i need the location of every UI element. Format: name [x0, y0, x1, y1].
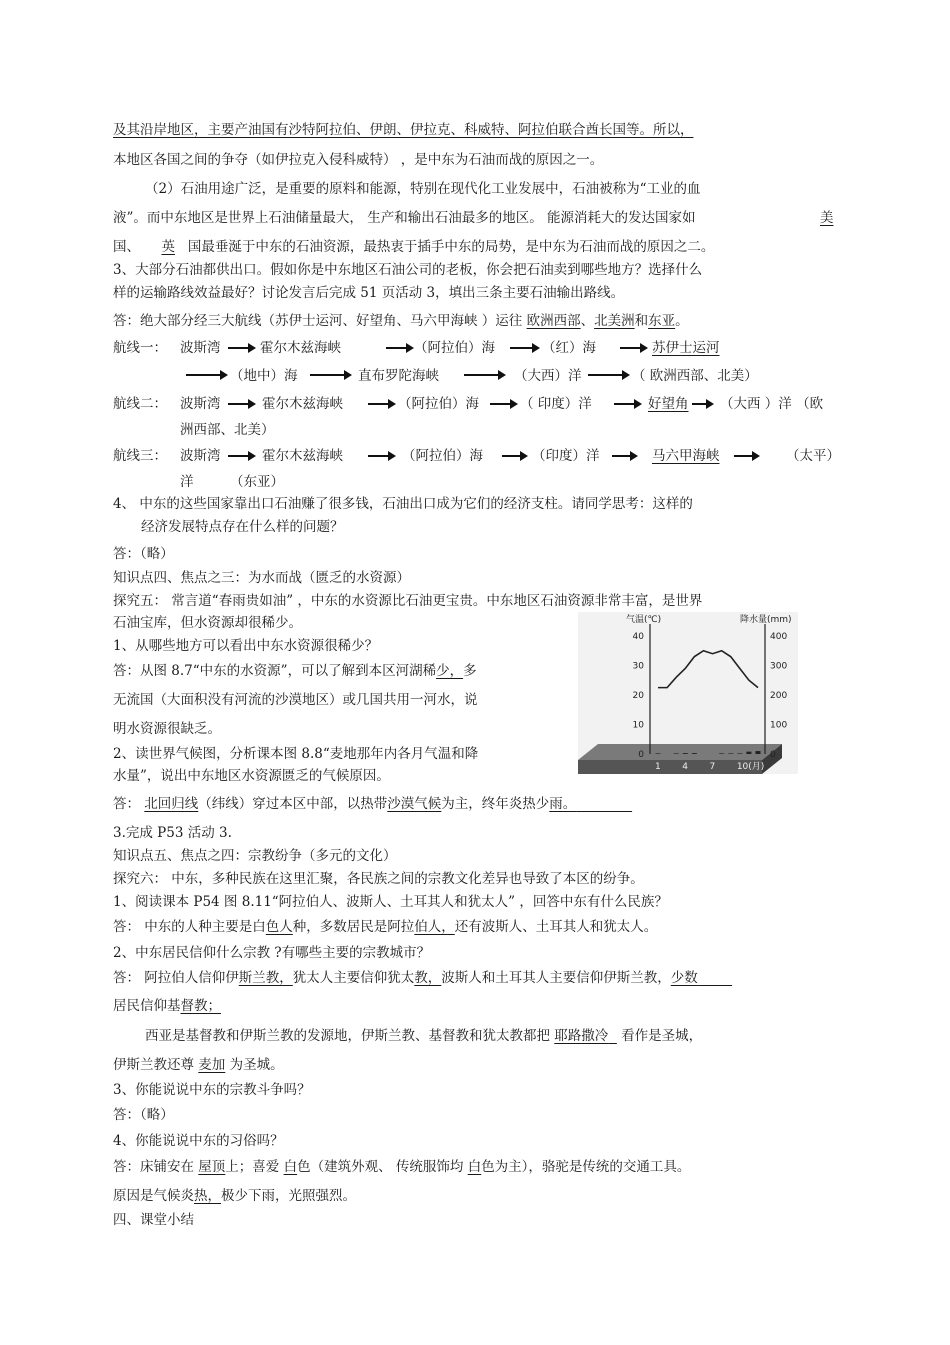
arrow-icon [368, 399, 396, 409]
line-23: 明水资源很缺乏。 [113, 721, 221, 737]
chart-base-front [578, 760, 765, 774]
arrow-icon [464, 370, 506, 380]
line-29: 探究六： 中东，多种民族在这里汇聚，各民族之间的宗教文化差异也导致了本区的纷争。 [113, 871, 644, 887]
precip-bar [746, 752, 751, 754]
arrow-icon [510, 343, 540, 353]
line-31: 答： 中东的人种主要是白色人种，多数居民是阿拉伯人，还有波斯人、土耳其人和犹太人。 [113, 919, 658, 935]
route1-stop-2: 霍尔木兹海峡 [260, 340, 341, 356]
right-axis-title: 降水量(mm) [740, 615, 792, 625]
line-28: 知识点五、焦点之四：宗教纷争（多元的文化） [113, 848, 397, 864]
line-21: 答：从图 8.7“中东的水资源”，可以了解到本区河湖稀少，多 [113, 663, 477, 679]
route1-stop-1: 波斯湾 [180, 340, 221, 356]
right-tick-labels [770, 632, 787, 760]
route1-stop-7: 直布罗陀海峡 [358, 368, 439, 384]
arrow-icon [186, 370, 228, 380]
route1-label: 航线一： [113, 340, 167, 356]
line-18: 探究五： 常言道“春雨贵如油” ，中东的水资源比石油更宝贵。中东地区石油资源非常丰富，是世界 [113, 593, 703, 609]
route2-stop-1: 波斯湾 [180, 396, 221, 412]
route3-stop-4: （印度）洋 [532, 448, 600, 464]
arrow-icon [588, 370, 630, 380]
line-03: （2）石油用途广泛，是重要的原料和能源，特别在现代化工业发展中，石油被称为“工业的血 [145, 181, 701, 197]
left-tick-labels [633, 632, 645, 760]
route3-stop-8: （东亚） [230, 474, 284, 490]
line-33: 答： 阿拉伯人信仰伊斯兰教，犹太人主要信仰犹太教，波斯人和土耳其人主要信仰伊斯兰教，少数 [113, 970, 698, 986]
route3-stop-2: 霍尔木兹海峡 [262, 448, 343, 464]
route2-stop-5: 好望角 [648, 396, 689, 412]
left-axis-title: 气温(℃) [626, 615, 662, 625]
arrow-icon [612, 451, 638, 461]
precip-bar [737, 753, 742, 754]
arrow-icon [310, 370, 352, 380]
arrow-icon [228, 451, 256, 461]
line-08: 答：绝大部分经三大航线（苏伊士运河、好望角、马六甲海峡 ）运往 欧洲西部、北美洲和东亚。 [113, 313, 689, 329]
climate-chart-svg [578, 612, 798, 774]
arrow-icon [620, 343, 648, 353]
line-40: 答：床铺安在 屋顶上；喜爱 白色（建筑外观、 传统服饰均 白色为主），骆驼是传统的交通工具。 [113, 1159, 691, 1175]
right-tick-label: 0 [770, 750, 776, 760]
right-tick-label: 400 [770, 632, 788, 642]
line-26: 答： 北回归线（纬线）穿过本区中部，以热带沙漠气候为主，终年炎热少雨。 [113, 796, 577, 812]
climate-chart [578, 612, 798, 774]
route2-stop-3: （阿拉伯）海 [398, 396, 479, 412]
arrow-icon [228, 399, 256, 409]
line-30: 1、阅读课本 P54 图 8.11“阿拉伯人、波斯人、土耳其人和犹太人” ，回答中东有什么民族？ [113, 894, 668, 910]
precip-bar [674, 753, 679, 754]
line-34: 居民信仰基督教； [113, 998, 221, 1014]
left-tick-label: 10 [632, 720, 644, 731]
route1-stop-3: （阿拉伯）海 [414, 340, 495, 356]
arrow-icon [614, 399, 642, 409]
line-42: 四、课堂小结 [113, 1212, 194, 1228]
line-14: 4、 中东的这些国家靠出口石油赚了很多钱，石油出口成为它们的经济支柱。请同学思考：这样的 [113, 496, 693, 512]
line-38: 答：（略） [113, 1107, 174, 1123]
line-01: 及其沿岸地区，主要产油国有沙特阿拉伯、伊朗、伊拉克、科威特、阿拉伯联合酋长国等。所以， [113, 122, 694, 138]
route2-stop-7: 洲西部、北美） [180, 422, 275, 438]
route3-stop-5: 马六甲海峡 [652, 448, 720, 464]
line-19: 石油宝库，但水资源却很稀少。 [113, 615, 302, 631]
route3-label: 航线三： [113, 448, 167, 464]
right-tick-label: 100 [770, 720, 788, 731]
line-25: 水量”，说出中东地区水资源匮乏的气候原因。 [113, 768, 390, 784]
precip-bar [719, 753, 724, 754]
x-tick-label: 4 [682, 762, 689, 772]
right-tick-label: 300 [770, 661, 788, 672]
left-tick-label: 0 [638, 750, 644, 760]
blank-usa: 美 [820, 210, 834, 226]
line-41: 原因是气候炎热，极少下雨，光照强烈。 [113, 1188, 356, 1204]
precip-bar [728, 753, 733, 754]
line-39: 4、你能说说中东的习俗吗？ [113, 1133, 284, 1149]
line-22: 无流国（大面积没有河流的沙漠地区）或几国共用一河水，说 [113, 692, 478, 708]
line-36: 伊斯兰教还尊 麦加 为圣城。 [113, 1057, 284, 1073]
line-37: 3、你能说说中东的宗教斗争吗？ [113, 1082, 311, 1098]
precip-bar [756, 751, 761, 754]
arrow-icon [368, 451, 396, 461]
line-24: 2、读世界气候图，分析课本图 8.8“麦地那年内各月气温和降 [113, 746, 479, 762]
route2-stop-2: 霍尔木兹海峡 [262, 396, 343, 412]
line-27: 3.完成 P53 活动 3. [113, 825, 232, 841]
route3-stop-6: （太平） [786, 448, 840, 464]
precip-bar [683, 753, 688, 754]
line-35: 西亚是基督教和伊斯兰教的发源地，伊斯兰教、基督教和犹太教都把 耶路撒冷 看作是圣城， [145, 1028, 703, 1044]
arrow-icon [502, 451, 528, 461]
temperature-line [658, 651, 758, 688]
route2-label: 航线二： [113, 396, 167, 412]
route2-stop-6: （大西 ）洋 （欧 [720, 396, 824, 412]
line-15: 经济发展特点存在什么样的问题？ [141, 519, 344, 535]
route1-stop-9: （ 欧洲西部、北美） [632, 368, 758, 384]
line-17: 知识点四、焦点之三：为水而战（匮乏的水资源） [113, 570, 410, 586]
line-04: 液”。而中东地区是世界上石油储量最大， 生产和输出石油最多的地区。 能源消耗大的发达国家如 [113, 210, 696, 226]
line-05: 国、 英 国最垂涎于中东的石油资源，最热衷于插手中东的局势，是中东为石油而战的原因之二。 [113, 239, 715, 255]
right-tick-label: 200 [770, 691, 788, 701]
precip-bar [692, 753, 697, 754]
line-06: 3、大部分石油都供出口。假如你是中东地区石油公司的老板，你会把石油卖到哪些地方？选择什么 [113, 262, 703, 278]
line-32: 2、中东居民信仰什么宗教 ?有哪些主要的宗教城市？ [113, 945, 431, 961]
route2-stop-4: （ 印度）洋 [520, 396, 592, 412]
arrow-icon [692, 399, 714, 409]
left-tick-label: 40 [632, 632, 644, 642]
line-02: 本地区各国之间的争夺（如伊拉克入侵科威特） ，是中东为石油而战的原因之一。 [113, 152, 604, 168]
x-tick-label: 10(月) [736, 762, 765, 772]
arrow-icon [734, 451, 760, 461]
left-tick-label: 20 [632, 691, 644, 701]
left-tick-label: 30 [632, 661, 644, 672]
line-07: 样的运输路线效益最好？讨论发言后完成 51 页活动 3，填出三条主要石油输出路线。 [113, 285, 625, 301]
x-tick-label: 7 [709, 762, 716, 772]
route3-stop-3: （阿拉伯）海 [402, 448, 483, 464]
route1-stop-5: 苏伊士运河 [652, 340, 720, 356]
route3-stop-1: 波斯湾 [180, 448, 221, 464]
x-tick-label: 1 [655, 762, 661, 772]
line-20: 1、从哪些地方可以看出中东水资源很稀少？ [113, 638, 379, 654]
arrow-icon [228, 343, 256, 353]
route3-stop-7: 洋 [180, 474, 194, 490]
route1-stop-8: （大西）洋 [514, 368, 582, 384]
arrow-icon [386, 343, 414, 353]
route1-stop-6: （地中）海 [230, 368, 298, 384]
precip-bar [656, 753, 661, 754]
arrow-icon [490, 399, 518, 409]
line-16: 答：（略） [113, 546, 174, 562]
route1-stop-4: （红）海 [542, 340, 596, 356]
